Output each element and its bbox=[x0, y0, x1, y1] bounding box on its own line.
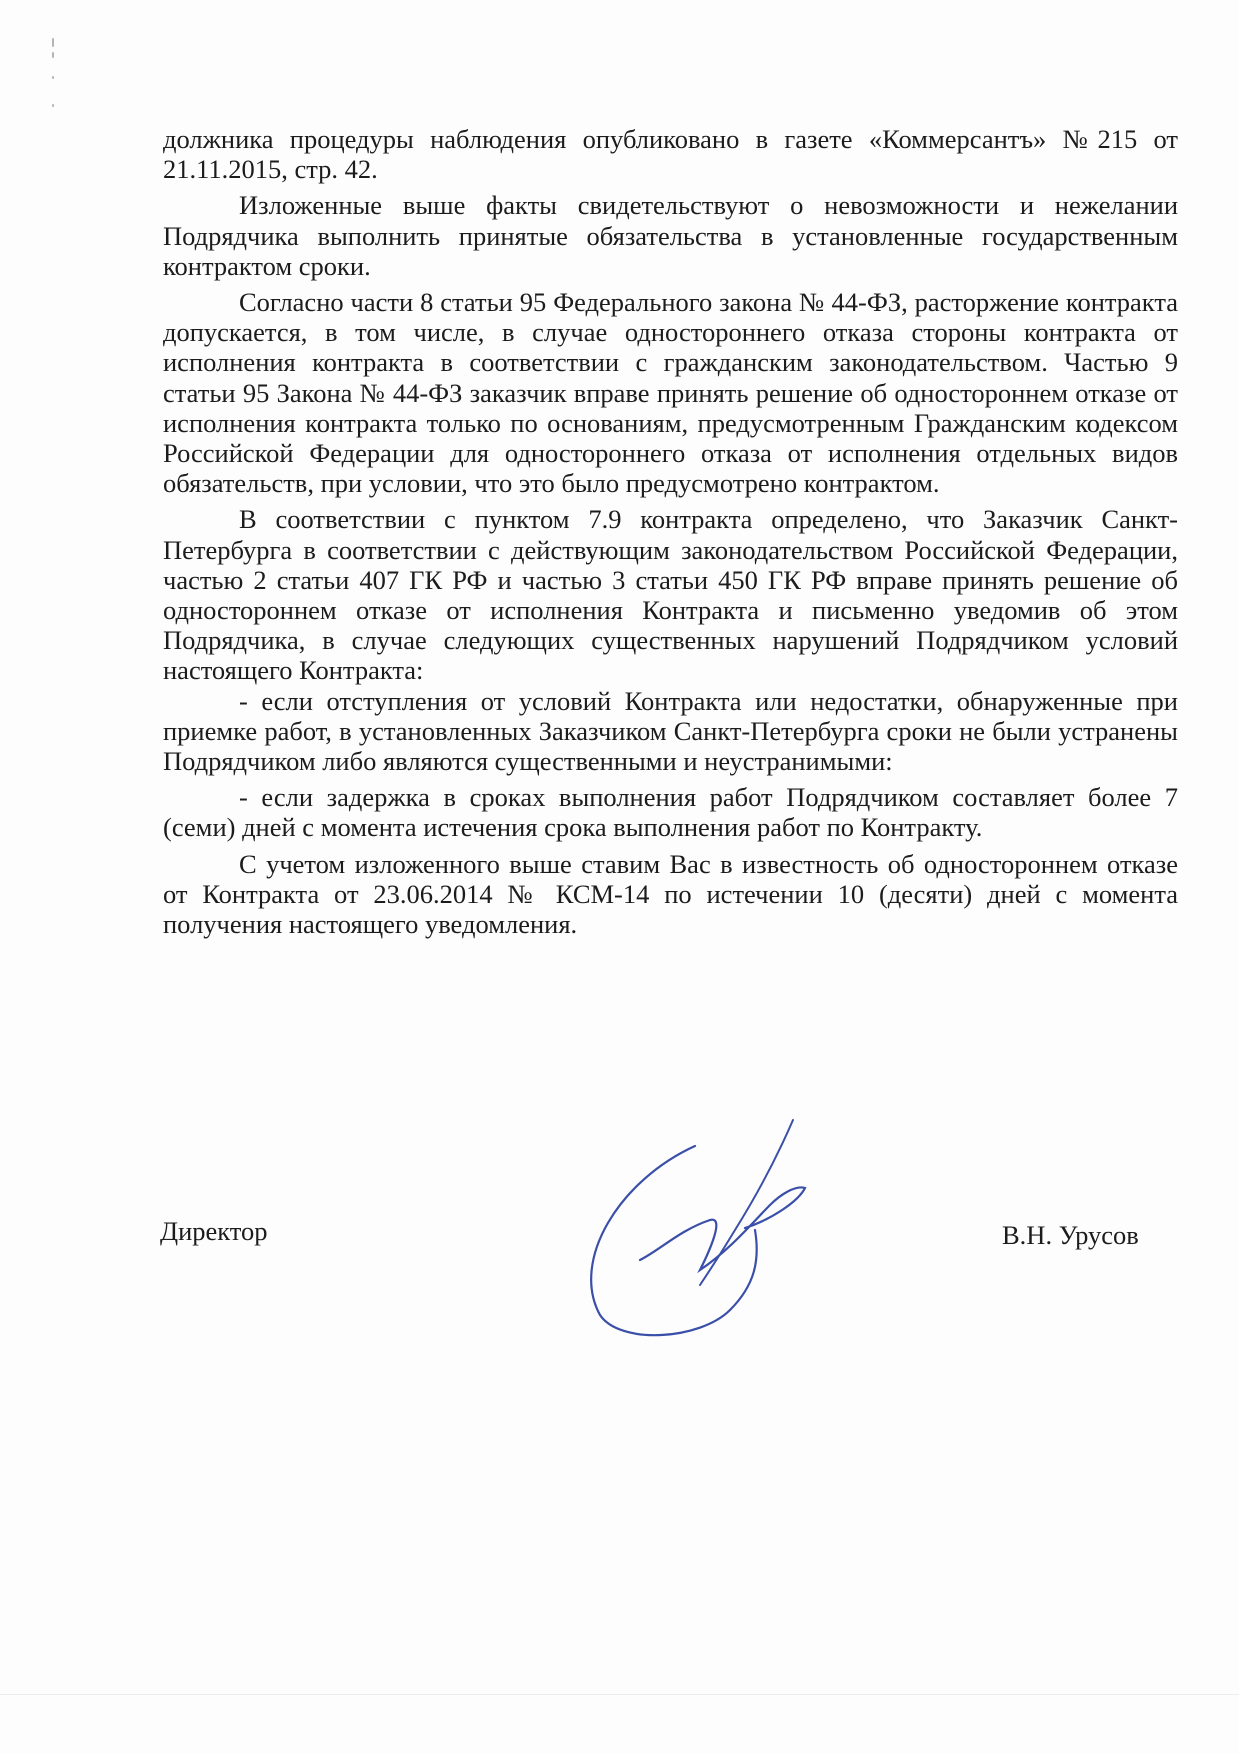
letter-body bbox=[163, 124, 1178, 939]
scan-artifact bbox=[52, 52, 54, 58]
scan-artifact bbox=[52, 76, 54, 79]
paragraph-condition-defects: - если отступления от условий Контракта или недостатки, обнаруженные при приемке работ, в установленных Заказчиком Санкт-Петербурга сроки не были устранены Подрядчиком либо являются существенными и неустранимыми: bbox=[163, 685, 1178, 777]
page-bottom-edge bbox=[0, 1694, 1239, 1695]
signature-stroke bbox=[591, 1146, 757, 1335]
scan-artifact bbox=[52, 38, 54, 47]
paragraph-notice: С учетом изложенного выше ставим Вас в известность об одностороннем отказе от Контракта от 23.06.2014 № КСМ-14 по истечении 10 (десяти) дней с момента получения настоящего уведомления. bbox=[163, 848, 1178, 940]
handwritten-signature bbox=[560, 1110, 860, 1350]
paragraph-facts: Изложенные выше факты свидетельствуют о невозможности и нежелании Подрядчика выполнить принятые обязательства в установленные государственным контрактом сроки. bbox=[163, 190, 1178, 281]
scan-artifact bbox=[52, 104, 54, 107]
signer-name: В.Н. Урусов bbox=[1002, 1220, 1139, 1250]
signature-block bbox=[0, 1120, 1239, 1340]
paragraph-continuation: должника процедуры наблюдения опубликовано в газете «Коммерсантъ» №215 от 21.11.2015, стр. 42. bbox=[163, 124, 1178, 185]
signature-stroke bbox=[640, 1187, 805, 1270]
paragraph-law-reference: Согласно части 8 статьи 95 Федерального закона № 44-ФЗ, расторжение контракта допускается, в том числе, в случае одностороннего отказа стороны контракта от исполнения контракта в соответствии с гражданским законодательством. Частью 9 статьи 95 Закона № 44-ФЗ заказчик вправе принять решение об одностороннем отказе от исполнения контракта только по основаниям, предусмотренным Гражданским кодексом Российской Федерации для одностороннего отказа от исполнения отдельных видов обязательств, при условии, что это было предусмотрено контрактом. bbox=[163, 287, 1178, 499]
paragraph-condition-delay: - если задержка в сроках выполнения работ Подрядчиком составляет более 7 (семи) дней с момента истечения срока выполнения работ по Контракту. bbox=[163, 782, 1178, 843]
signer-position: Директор bbox=[160, 1216, 268, 1246]
paragraph-contract-clause: В соответствии с пунктом 7.9 контракта определено, что Заказчик Санкт-Петербурга в соответствии с действующим законодательством Российской Федерации, частью 2 статьи 407 ГК РФ и частью 3 статьи 450 ГК РФ вправе принять решение об одностороннем отказе от исполнения Контракта и письменно уведомив об этом Подрядчика, в случае следующих существенных нарушений Подрядчиком условий настоящего Контракта: bbox=[163, 504, 1178, 686]
